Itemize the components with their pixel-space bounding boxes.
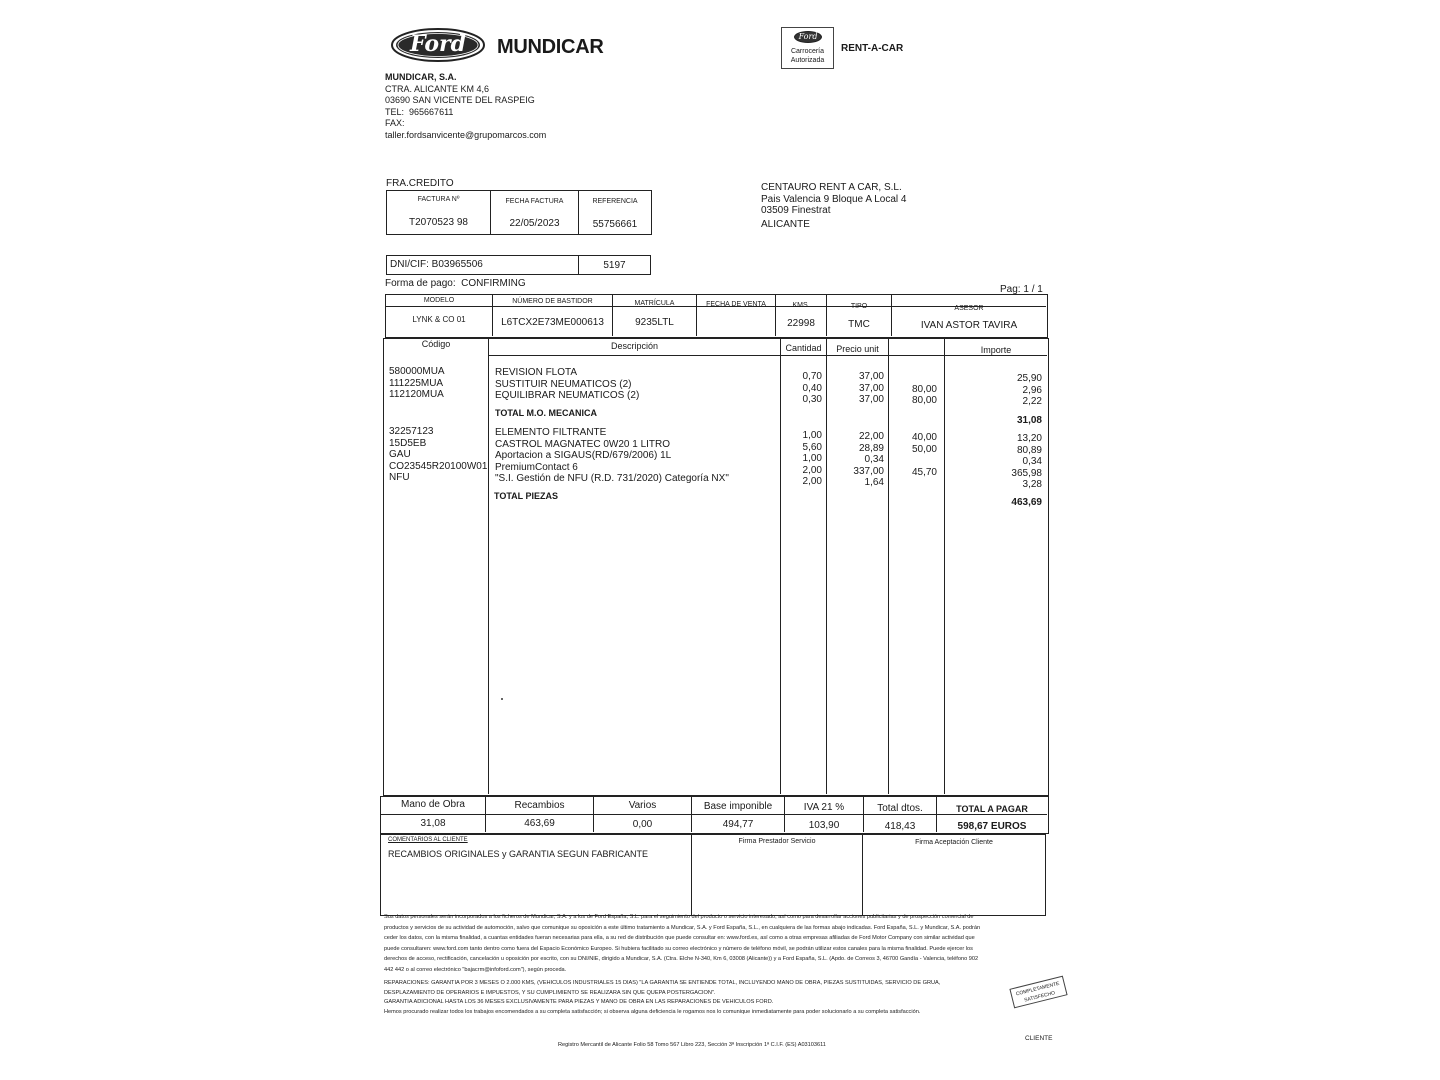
fecha-label: FECHA FACTURA bbox=[505, 198, 564, 205]
header-precio: Precio unit bbox=[836, 344, 879, 354]
firma-prestador-label: Firma Prestador Servicio bbox=[738, 838, 816, 845]
parts-total-value: 463,69 bbox=[1011, 497, 1042, 508]
list-item: 0,70 bbox=[802, 371, 822, 382]
list-item: 2,00 bbox=[802, 464, 822, 476]
list-item: 15D5EB bbox=[389, 437, 427, 449]
privacy-line: puede consultaren: www.ford.com tanto dentro como fuera del Espacio Económico Europeo. Si hubiera facilitado su correo electrónico y número de teléfono móvil, se podrán utilizar estos canales para la misma finalidad. Puede ejercer los bbox=[384, 945, 973, 952]
comentarios-label: COMENTARIOS AL CLIENTE bbox=[388, 837, 468, 843]
privacy-line: productos y servicios de su actividad de automoción, salvo que comunique su oposición a este último tratamiento a Mundicar, S.A. y Ford España, S.L., en cualquiera de las formas abajo indicadas. Ford España, S.L. y Mundicar, S.A. podrán bbox=[384, 924, 981, 931]
list-item: GAU bbox=[389, 449, 411, 460]
privacy-line: 442 442 o al correo electrónico "bajacrm@infoford.com"), según proceda. bbox=[384, 966, 567, 973]
referencia-value: 55756661 bbox=[592, 219, 638, 230]
total-dtos-label: Total dtos. bbox=[877, 803, 923, 814]
list-item: SUSTITUIR NEUMATICOS (2) bbox=[495, 378, 632, 390]
warranty-line: GARANTIA ADICIONAL HASTA LOS 36 MESES EXCLUSIVAMENTE PARA PIEZAS Y MANO DE OBRA EN LAS REPARACIONES DE VEHICULOS FORD. bbox=[384, 999, 774, 1005]
list-item: 0,30 bbox=[802, 394, 822, 405]
warranty-line: Hemos procurado realizar todos los trabajos encomendados a su completa satisfacción; si observa alguna deficiencia le rogamos nos lo comunique inmediatamente para poder solucionarlo a su completa satisfacción. bbox=[384, 1008, 921, 1015]
header-descripcion: Descripción bbox=[610, 341, 659, 351]
list-item: CO23545R20100W01 bbox=[389, 460, 488, 472]
tel-value: 965667611 bbox=[409, 106, 454, 117]
recambios-value: 463,69 bbox=[524, 818, 555, 829]
issuer-address: CTRA. ALICANTE KM 4,6 bbox=[385, 83, 490, 94]
privacy-line: Sus datos personales serán incorporados a los ficheros de Mundicar, S.A. y a los de Ford España, S.L. para el seguimiento del producto o servicio interesado, así como para desarrollar acciones publicitarias y de prospección comercial de bbox=[384, 914, 974, 920]
badge-line2: Autorizada bbox=[790, 57, 825, 64]
varios-value: 0,00 bbox=[632, 819, 653, 830]
list-item: NFU bbox=[389, 472, 410, 483]
varios-label: Varios bbox=[628, 800, 657, 811]
customer-city: 03509 Finestrat bbox=[761, 205, 831, 216]
list-item: 28,89 bbox=[858, 442, 884, 454]
list-item bbox=[887, 455, 937, 467]
labor-descriptions bbox=[495, 367, 639, 402]
list-item: 2,96 bbox=[1022, 384, 1042, 396]
list-item: PremiumContact 6 bbox=[495, 461, 578, 473]
list-item bbox=[887, 478, 937, 490]
header-matricula: MATRÍCULA bbox=[634, 300, 675, 307]
list-item: 3,28 bbox=[1022, 479, 1042, 490]
list-item: REVISION FLOTA bbox=[495, 367, 578, 378]
labor-importes bbox=[982, 373, 1042, 408]
badge-line1: Carrocería bbox=[790, 48, 825, 55]
parts-precios bbox=[834, 431, 884, 489]
list-item: 37,00 bbox=[858, 394, 884, 405]
privacy-line: derechos de acceso, rectificación, cancelación u oposición por escrito, con su DNI/NIE, dirigido a Mundicar, S.A. (Ctra. Elche N-340, Km 6, 03008 (Alicante)) y a Ford España, S.L. (Apdo. de Correos 3, 46700 Gandía - Valencia, teléfono 902 bbox=[384, 956, 979, 962]
iva-value: 103,90 bbox=[808, 820, 840, 831]
comments-signature-box bbox=[380, 834, 1046, 916]
page-number: Pag: 1 / 1 bbox=[1000, 284, 1043, 295]
base-value: 494,77 bbox=[722, 819, 754, 830]
factura-label: FACTURA Nº bbox=[417, 196, 460, 203]
cliente-label: CLIENTE bbox=[1025, 1035, 1053, 1042]
labor-cantidades bbox=[772, 371, 822, 406]
tel-label: TEL: bbox=[385, 106, 405, 117]
list-item: 45,70 bbox=[911, 466, 937, 478]
list-item: 112120MUA bbox=[389, 389, 444, 400]
invoice-type: FRA.CREDITO bbox=[386, 178, 454, 189]
referencia-label: REFERENCIA bbox=[592, 198, 638, 205]
forma-pago-label: Forma de pago: bbox=[385, 278, 456, 289]
list-item: 337,00 bbox=[853, 465, 884, 477]
parts-cantidades bbox=[772, 430, 822, 488]
mano-obra-value: 31,08 bbox=[420, 818, 446, 829]
issuer-tel bbox=[385, 107, 546, 119]
bastidor-value: L6TCX2E73ME000613 bbox=[501, 317, 604, 328]
warranty-line: DESPLAZAMIENTO DE OPERARIOS E IMPUESTOS, Y SU CUMPLIMIENTO SE REALIZARA SIN QUE QUEPA POSTERGACION". bbox=[384, 989, 716, 996]
mano-obra-label: Mano de Obra bbox=[401, 799, 465, 810]
recambios-label: Recambios bbox=[514, 800, 565, 811]
dni-label: DNI/CIF: bbox=[390, 259, 429, 270]
fecha-value: 22/05/2023 bbox=[509, 218, 560, 229]
customer-address: Pais Valencia 9 Bloque A Local 4 bbox=[761, 193, 907, 205]
issuer-email: taller.fordsanvicente@grupomarcos.com bbox=[385, 129, 547, 140]
list-item: 0,34 bbox=[1022, 456, 1042, 467]
list-item: CASTROL MAGNATEC 0W20 1 LITRO bbox=[495, 438, 671, 450]
forma-pago bbox=[385, 278, 526, 289]
privacy-notice bbox=[384, 912, 1052, 975]
list-item: 1,64 bbox=[864, 477, 884, 488]
list-item: 2,22 bbox=[1022, 396, 1042, 407]
list-item: 80,89 bbox=[1016, 444, 1042, 456]
issuer-city: 03690 SAN VICENTE DEL RASPEIG bbox=[385, 95, 535, 105]
kms-value: 22998 bbox=[787, 318, 815, 329]
header-cantidad: Cantidad bbox=[785, 343, 822, 353]
labor-descuentos bbox=[887, 372, 937, 407]
forma-pago-value: CONFIRMING bbox=[461, 278, 526, 289]
list-item: 50,00 bbox=[911, 443, 937, 455]
registro-mercantil: Registro Mercantil de Alicante Folio 58 Tomo 567 Libro 223, Sección 3ª Inscripción 1ª C.I.F. (ES) A03103611 bbox=[558, 1042, 826, 1048]
list-item: 365,98 bbox=[1011, 467, 1042, 479]
list-item: 13,20 bbox=[1016, 433, 1042, 444]
ford-logo-text: Ford bbox=[409, 31, 467, 57]
comentario-text: RECAMBIOS ORIGINALES y GARANTIA SEGUN FABRICANTE bbox=[388, 849, 649, 859]
labor-codes bbox=[389, 366, 445, 401]
stamp-text: COMPLETAMENTE SATISFECHO bbox=[1015, 980, 1061, 1004]
customer-name: CENTAURO RENT A CAR, S.L. bbox=[761, 182, 902, 193]
parts-descuentos bbox=[887, 432, 937, 490]
base-label: Base imponible bbox=[703, 801, 773, 812]
privacy-line: ceder los datos, con la misma finalidad, a cuantas entidades fueran necesarias para ella, a su red de distribución que puede consultar en: www.ford.es, así como a otras empresas afiliadas de Ford Motor Company con similar actividad que bbox=[384, 935, 975, 941]
parts-total-label: TOTAL PIEZAS bbox=[494, 491, 559, 501]
header-kms: KMS. bbox=[792, 302, 810, 309]
tipo-value: TMC bbox=[848, 319, 870, 330]
list-item: 80,00 bbox=[911, 383, 937, 395]
invoice-id-box bbox=[386, 190, 652, 235]
list-item bbox=[887, 372, 937, 384]
parts-codes bbox=[389, 426, 487, 484]
total-pagar-value: 598,67 EUROS bbox=[957, 821, 1027, 832]
issuer-name: MUNDICAR, S.A. bbox=[385, 72, 457, 82]
list-item: 2,00 bbox=[802, 476, 822, 487]
list-item: 37,00 bbox=[858, 382, 884, 394]
header-asesor: ASESOR bbox=[954, 305, 984, 312]
header-modelo: MODELO bbox=[423, 297, 455, 304]
list-item: 1,00 bbox=[802, 430, 822, 441]
list-item: 0,40 bbox=[802, 382, 822, 394]
list-item: 111225MUA bbox=[389, 377, 444, 389]
iva-label: IVA 21 % bbox=[803, 802, 845, 813]
list-item: 40,00 bbox=[911, 432, 937, 443]
dni-text bbox=[390, 259, 483, 270]
list-item: ELEMENTO FILTRANTE bbox=[495, 427, 607, 438]
customer-province: ALICANTE bbox=[761, 218, 810, 230]
list-item: 32257123 bbox=[389, 426, 434, 437]
total-pagar-label: TOTAL A PAGAR bbox=[956, 804, 1028, 814]
warranty-line: REPARACIONES: GARANTIA POR 3 MESES O 2.000 KMS, (VEHICULOS INDUSTRIALES 15 DIAS) "LA GARANTIA SE ENTIENDE TOTAL, INCLUYENDO MANO DE OBRA, PIEZAS SUSTITUIDAS, SERVICIO DE GRUA, bbox=[384, 980, 941, 986]
carroceria-badge bbox=[781, 27, 834, 69]
labor-total-label: TOTAL M.O. MECANICA bbox=[495, 408, 597, 418]
header-codigo: Código bbox=[421, 339, 451, 349]
header-bastidor: NÚMERO DE BASTIDOR bbox=[512, 298, 593, 305]
badge-ford-logo-text: Ford bbox=[798, 32, 818, 41]
header-tipo: TIPO bbox=[850, 303, 868, 310]
list-item: 25,90 bbox=[1016, 373, 1042, 384]
totals-table bbox=[380, 796, 1049, 834]
list-item: 80,00 bbox=[911, 395, 937, 406]
labor-total-value: 31,08 bbox=[1016, 415, 1042, 426]
customer-block bbox=[761, 182, 906, 230]
list-item: 22,00 bbox=[858, 431, 884, 442]
list-item: 0,34 bbox=[864, 454, 884, 465]
header-fecha-venta: FECHA DE VENTA bbox=[706, 301, 766, 308]
factura-value: T2070523 98 bbox=[409, 217, 468, 228]
matricula-value: 9235LTL bbox=[635, 317, 674, 328]
issuer-fax: FAX: bbox=[385, 118, 405, 128]
list-item: 37,00 bbox=[858, 371, 884, 382]
header-importe: Importe bbox=[980, 345, 1012, 355]
dni-value: B03965506 bbox=[431, 259, 483, 270]
list-item: 580000MUA bbox=[389, 366, 445, 377]
list-item: "S.I. Gestión de NFU (R.D. 731/2020) Categoría NX" bbox=[495, 473, 729, 484]
company-name: MUNDICAR bbox=[497, 36, 604, 58]
modelo-value: LYNK & CO 01 bbox=[412, 315, 466, 324]
warranty-notice bbox=[384, 979, 1024, 1017]
asesor-value: IVAN ASTOR TAVIRA bbox=[920, 320, 1018, 331]
list-item: 5,60 bbox=[802, 441, 822, 453]
parts-descriptions bbox=[495, 427, 729, 485]
total-dtos-value: 418,43 bbox=[884, 821, 916, 832]
vehicle-table bbox=[385, 294, 1048, 338]
issuer-block bbox=[385, 72, 546, 141]
dni-box bbox=[386, 255, 651, 275]
labor-precios bbox=[834, 371, 884, 406]
lines-table bbox=[383, 338, 1049, 796]
rent-a-car-label: RENT-A-CAR bbox=[841, 43, 904, 54]
list-item: EQUILIBRAR NEUMATICOS (2) bbox=[495, 390, 640, 401]
parts-importes bbox=[982, 433, 1042, 491]
firma-cliente-label: Firma Aceptación Cliente bbox=[915, 839, 993, 846]
client-code: 5197 bbox=[603, 260, 626, 271]
dot-mark bbox=[501, 698, 503, 700]
list-item: 1,00 bbox=[802, 453, 822, 464]
list-item: Aportacion a SIGAUS(RD/679/2006) 1L bbox=[495, 450, 672, 461]
